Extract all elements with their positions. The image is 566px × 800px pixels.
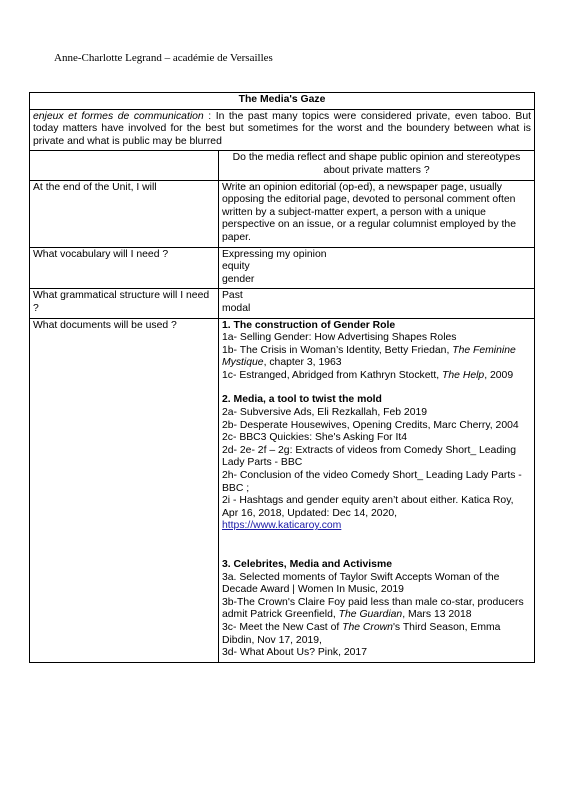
unit-plan-table — [29, 92, 535, 663]
list-item: 2a- Subversive Ads, Eli Rezkallah, Feb 2019 — [222, 407, 428, 419]
title-row — [30, 93, 535, 110]
list-item: 3c- Meet the New Cast of The Crown's Third Season, Emma Dibdin, Nov 17, 2019, — [222, 621, 501, 646]
vocabulary-label: What vocabulary will I need ? — [30, 247, 219, 289]
list-item: modal — [222, 302, 251, 314]
intro-text: : In the past many topics were considered private, even taboo. But today matters have involved for the best but sometimes for the worst and the boundery between what is private and what is public may be blurred — [33, 110, 531, 147]
section-3-title: 3. Celebrites, Media and Activisme — [222, 559, 392, 570]
list-item: gender — [222, 273, 255, 285]
list-item: 1b- The Crisis in Woman’s Identity, Betty Friedan, The Feminine Mystique, chapter 3, 1963 — [222, 344, 516, 369]
question-row — [30, 151, 535, 180]
list-item: Expressing my opinion — [222, 248, 327, 260]
section-2-title: 2. Media, a tool to twist the mold — [222, 394, 382, 406]
list-item: 1c- Estranged, Abridged from Kathryn Stockett, The Help, 2009 — [222, 369, 514, 381]
list-item: 3a. Selected moments of Taylor Swift Accepts Woman of the Decade Award | Women In Music, 2019 — [222, 571, 500, 596]
list-item: equity — [222, 261, 250, 273]
end-of-unit-label: At the end of the Unit, I will — [30, 180, 219, 247]
documents-label: What documents will be used ? — [30, 318, 219, 662]
list-item: 2d- 2e- 2f – 2g: Extracts of videos from Comedy Short_ Leading Lady Parts - BBC — [222, 444, 516, 469]
list-item: 3b-The Crown's Claire Foy paid less than male co-star, producers admit Patrick Greenfield, The Guardian, Mars 13 2018 — [222, 596, 524, 621]
documents-value — [219, 318, 535, 662]
intro-cell — [30, 109, 535, 151]
table-title: The Media's Gaze — [30, 93, 535, 110]
question-empty-cell — [30, 151, 219, 180]
grammar-value — [219, 289, 535, 318]
table-row — [30, 318, 535, 662]
intro-label: enjeux et formes de communication — [33, 110, 204, 122]
grammar-label: What grammatical structure will I need ? — [30, 289, 219, 318]
table-row — [30, 289, 535, 318]
end-of-unit-value: Write an opinion editorial (op-ed), a newspaper page, usually opposing the editorial page, devoted to personal comment often written by a subject-matter expert, a person with a unique perspective on an issue, or a regular columnist employed by the paper. — [219, 180, 535, 247]
list-item: 3d- What About Us? Pink, 2017 — [222, 647, 367, 659]
guiding-question: Do the media reflect and shape public opinion and stereotypes about private matters ? — [219, 151, 535, 180]
list-item: 2c- BBC3 Quickies: She's Asking For It4 — [222, 432, 408, 444]
list-item: 2b- Desperate Housewives, Opening Credits, Marc Cherry, 2004 — [222, 419, 519, 431]
katicaroy-link[interactable]: https://www.katicaroy.com — [222, 520, 342, 532]
list-item: 2i - Hashtags and gender equity aren’t about either. Katica Roy, Apr 16, 2018, Updated: Dec 14, 2020, — [222, 495, 514, 519]
author-header: Anne-Charlotte Legrand – académie de Versailles — [54, 52, 273, 64]
list-item: Past — [222, 290, 243, 302]
table-row — [30, 180, 535, 247]
section-1-title: 1. The construction of Gender Role — [222, 319, 396, 331]
list-item: 2h- Conclusion of the video Comedy Short_ Leading Lady Parts - BBC ; — [222, 470, 522, 494]
table-row — [30, 247, 535, 289]
intro-row — [30, 109, 535, 151]
vocabulary-value — [219, 247, 535, 289]
list-item: 1a- Selling Gender: How Advertising Shapes Roles — [222, 332, 457, 344]
list-item — [222, 520, 531, 533]
